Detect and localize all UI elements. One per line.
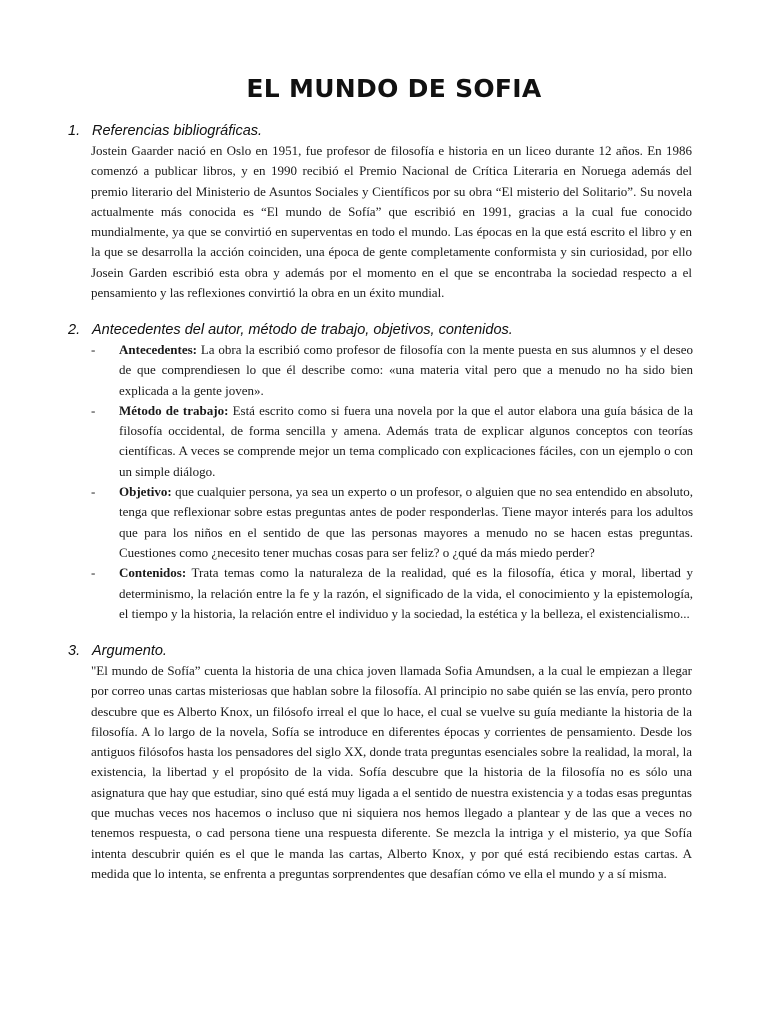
item-label: Objetivo:	[119, 484, 172, 500]
bullet-dash: -	[91, 484, 96, 500]
section-heading	[68, 121, 694, 141]
list-item-metodo	[91, 401, 693, 482]
section-title: Argumento.	[92, 643, 167, 659]
page-title: EL MUNDO DE SOFIA	[246, 74, 542, 103]
section-bibliographic-references	[68, 121, 694, 303]
list-item-contenidos	[91, 563, 693, 624]
list-item-objetivo	[91, 482, 693, 563]
item-label: Método de trabajo:	[119, 402, 229, 418]
item-label: Contenidos:	[119, 565, 187, 581]
bullet-dash: -	[91, 565, 96, 581]
section-number: 2.	[68, 322, 81, 338]
bullet-list	[68, 340, 694, 624]
item-text: La obra la escribió como profesor de filosofía con la mente puesta en sus alumnos y el deseo de que comprendiesen lo que él describe como: «una materia vital pero que a menudo no ha sido bien explicada a la gente joven».	[119, 342, 694, 398]
section-heading	[68, 641, 694, 661]
item-text: que cualquier persona, ya sea un experto o un profesor, o alguien que no sea entendido en absoluto, tenga que reflexionar sobre estas preguntas antes de poder responderlas. Tiene mayor interés para los adultos que para los niños en el sentido de que las personas mayores a menudo no se hacen estas preguntas. Cuestiones como ¿necesito tener muchas cosas para ser feliz? o ¿qué da más miedo perder?	[119, 484, 693, 560]
bullet-dash: -	[91, 402, 96, 418]
section-author-background	[68, 320, 694, 624]
item-label: Antecedentes:	[119, 342, 197, 357]
list-item-antecedentes	[91, 340, 694, 401]
section-number: 3.	[68, 643, 81, 659]
item-text: Trata temas como la naturaleza de la realidad, qué es la filosofía, ética y moral, libertad y determinismo, la relación entre la fe y la razón, el significado de la vida, el conocimiento y la epistemología, el tiempo y la historia, la relación entre el individuo y la sociedad, la estética y la belleza, el existencialismo...	[119, 565, 693, 621]
section-heading	[68, 320, 694, 340]
section-title: Antecedentes del autor, método de trabajo, objetivos, contenidos.	[92, 322, 513, 338]
section-paragraph: "El mundo de Sofía” cuenta la historia de una chica joven llamada Sofia Amundsen, a la cual le empiezan a llegar por correo unas cartas misteriosas que hablan sobre la filosofía. Al principio no sabe quién se las envía, pero pronto descubre que es Alberto Knox, un filósofo irreal el que lo hace, el cual se vuelve su guía mediante la historia de la filosofía. A lo largo de la novela, Sofía se introduce en diferentes épocas y corrientes de pensamiento. Desde los antiguos filósofos hasta los pensadores del siglo XX, donde trata preguntas esenciales sobre la realidad, la moral, la existencia, la libertad y el propósito de la vida. Sofía descubre que la historia de la filosofía no es sólo una asignatura que hay que estudiar, sino qué está muy ligada a el sentido de nuestra existencia y a todas esas preguntas que muchas veces nos hacemos o incluso que ni siquiera nos hemos llegado a plantear y de las que a veces no tenemos respuesta, o cad persona tiene una respuesta diferente. Se mezcla la intriga y el misterio, ya que Sofía intenta descubrir quién es el que le manda las cartas, Alberto Knox, y por qué está recibiendo estas cartas. A medida que lo intenta, se enfrenta a preguntas sorprendentes que desafían cómo ve ella el mundo y a sí misma.	[91, 663, 692, 881]
section-plot	[68, 641, 694, 884]
section-paragraph: Jostein Gaarder nació en Oslo en 1951, fue profesor de filosofía e historia en un liceo durante 12 años. En 1986 comenzó a publicar libros, y en 1990 recibió el Premio Nacional de Crítica Literaria en Noruega además del premio literario del Ministerio de Asuntos Sociales y Científicos por su obra “El misterio del Solitario”. Su novela actualmente más conocida es “El mundo de Sofía” que escribió en 1991, gracias a la cual fue conocido mundialmente, ya que se convirtió en superventas en todo el mundo. Las épocas en la que está escrito el libro y en la que se desarrolla la acción coinciden, una época de gente completamente conformista y sin curiosidad, por ello Josein Garden escribió esta obra y además por el momento en el que se encontraba la sociedad respecto a el pensamiento y las reflexiones convirtió la obra en un éxito mundial.	[91, 143, 692, 301]
bullet-dash: -	[91, 342, 96, 357]
section-title: Referencias bibliográficas.	[92, 123, 263, 139]
section-number: 1.	[68, 123, 81, 139]
item-text: Está escrito como si fuera una novela por la que el autor elabora una guía básica de la filosofía occidental, de forma sencilla y amena. Además trata de explicar algunos conceptos con teorías científicas. A veces se comprende mejor un tema complicado con explicaciones fáciles, con un ejemplo o con un simple diálogo.	[119, 402, 693, 479]
